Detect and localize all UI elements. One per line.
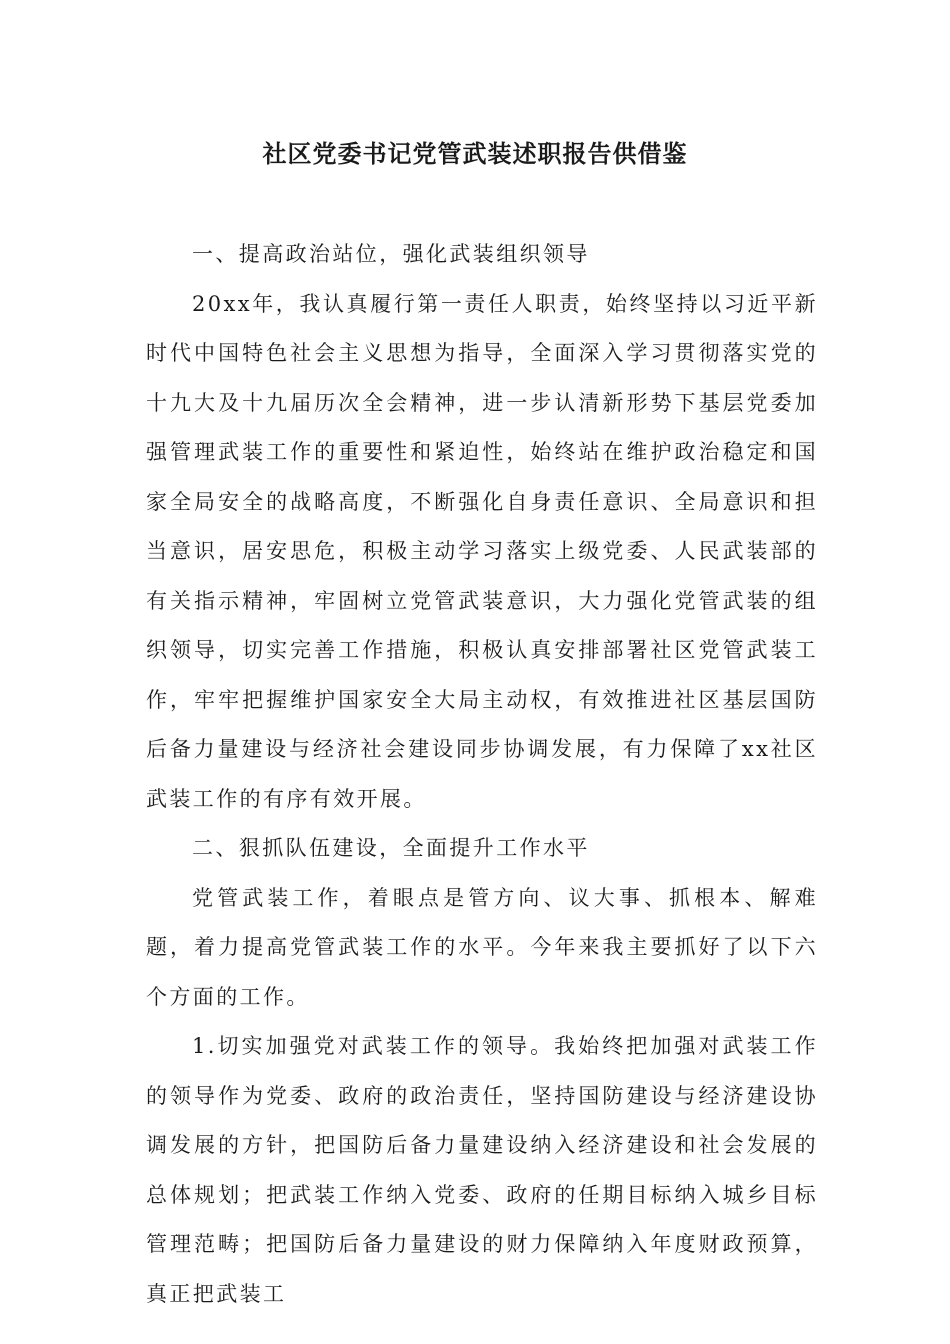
section-heading-1: 一、提高政治站位，强化武装组织领导 <box>192 242 590 266</box>
document-title: 社区党委书记党管武装述职报告供借鉴 <box>262 139 688 168</box>
section-heading-2: 二、狠抓队伍建设，全面提升工作水平 <box>192 836 590 860</box>
body-paragraph-1: 20xx年，我认真履行第一责任人职责，始终坚持以习近平新时代中国特色社会主义思想为指导，全面深入学习贯彻落实党的十九大及十九届历次全会精神，进一步认清新形势下基层党委加强管理武装工作的重要性和紧迫性，始终站在维护政治稳定和国家全局安全的战略高度，不断强化自身责任意识、全局意识和担当意识，居安思危，积极主动学习落实上级党委、人民武装部的有关指示精神，牢固树立党管武装意识，大力强化党管武装的组织领导，切实完善工作措施，积极认真安排部署社区党管武装工作，牢牢把握维护国家安全大局主动权，有效推进社区基层国防后备力量建设与经济社会建设同步协调发展，有力保障了xx社区武装工作的有序有效开展。 <box>146 291 818 811</box>
body-paragraph-3: 1.切实加强党对武装工作的领导。我始终把加强对武装工作的领导作为党委、政府的政治责任，坚持国防建设与经济建设协调发展的方针，把国防后备力量建设纳入经济建设和社会发展的总体规划；把武装工作纳入党委、政府的任期目标纳入城乡目标管理范畴；把国防后备力量建设的财力保障纳入年度财政预算，真正把武装工 <box>146 1034 818 1306</box>
document-body <box>146 230 818 1319</box>
body-paragraph-2: 党管武装工作，着眼点是管方向、议大事、抓根本、解难题，着力提高党管武装工作的水平。今年来我主要抓好了以下六个方面的工作。 <box>146 885 818 1009</box>
